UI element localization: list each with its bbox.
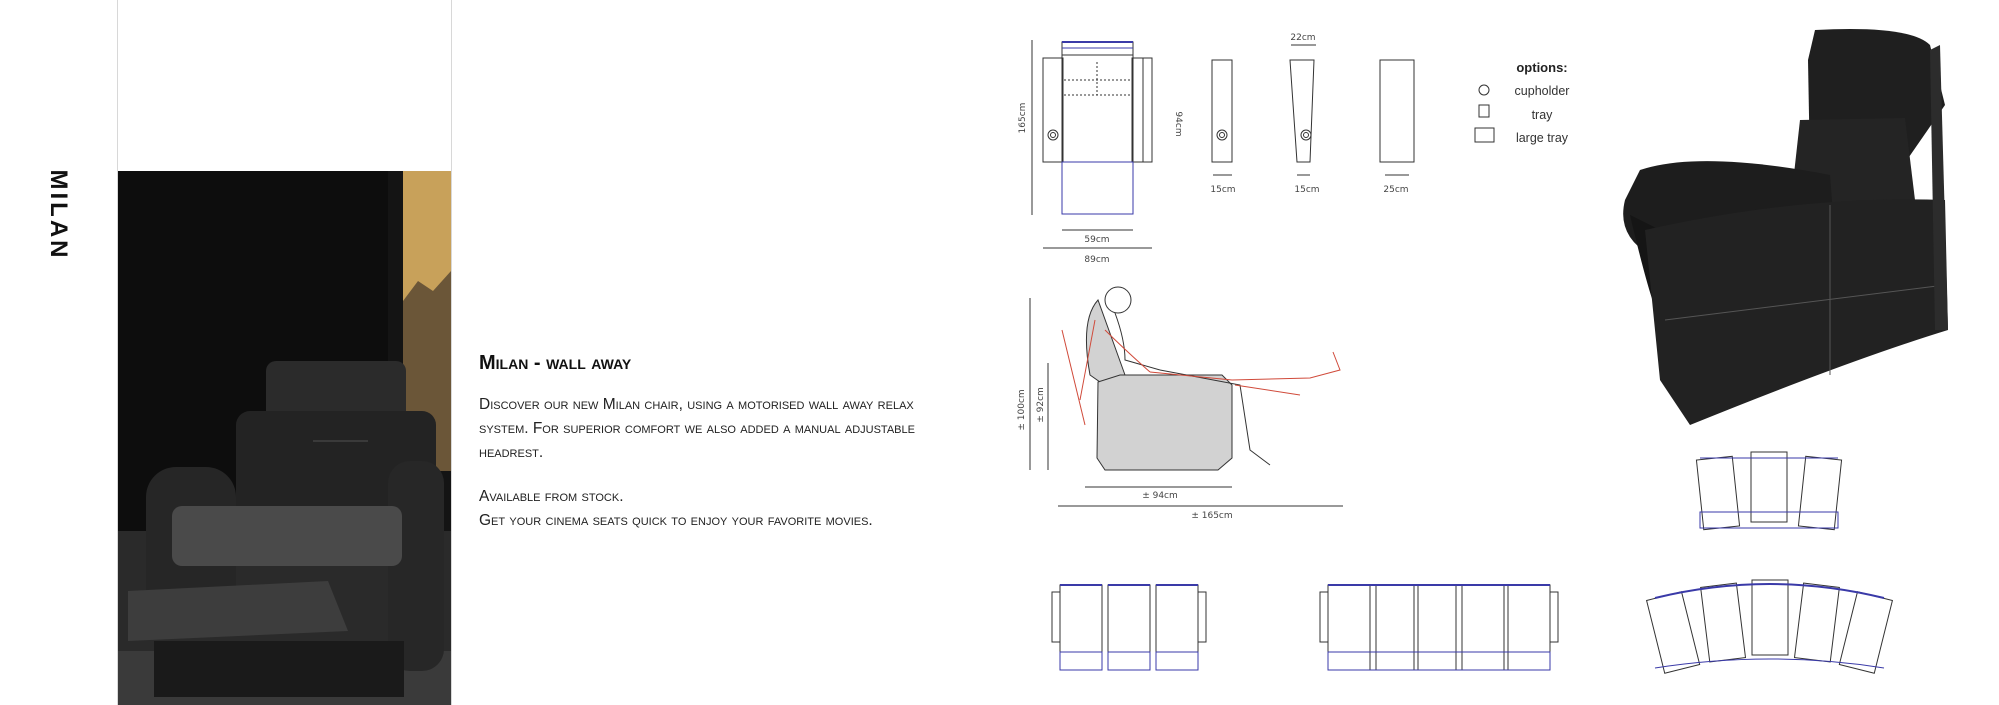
config-row-of-3-straight xyxy=(1052,585,1206,670)
top-view-chair xyxy=(1043,42,1152,214)
intro-paragraph-2 xyxy=(479,485,959,533)
dim-inner-width: 59cm xyxy=(1084,235,1110,245)
option-large-tray: large tray xyxy=(1515,131,1569,145)
config-row-of-5-curved xyxy=(1647,580,1893,673)
photo-blank-area xyxy=(118,0,451,171)
text-line: headrest. xyxy=(479,444,544,461)
dim-arm-2: 15cm xyxy=(1294,185,1320,195)
dim-arm-1: 15cm xyxy=(1210,185,1236,195)
dim-seat-height: ± 92cm xyxy=(1036,387,1046,423)
text-line: Discover our new Milan chair, using a motorised wall away relax xyxy=(479,396,914,413)
rectangle-icon xyxy=(1475,128,1494,142)
config-row-of-3-curved xyxy=(1696,452,1841,530)
intro-paragraph-1 xyxy=(479,393,959,465)
small-square-icon xyxy=(1479,105,1489,117)
option-tray: tray xyxy=(1531,108,1553,122)
option-cupholder: cupholder xyxy=(1514,84,1570,98)
dim-height: 94cm xyxy=(1173,111,1183,137)
product-chair xyxy=(1615,22,1999,685)
dim-width: 89cm xyxy=(1084,255,1110,265)
config-row-of-5-straight xyxy=(1320,585,1558,670)
side-view-chair xyxy=(1030,287,1343,506)
intro-heading: Milan - wall away xyxy=(479,352,632,374)
dim-side-depth: ± 94cm xyxy=(1142,491,1178,501)
arm-option-3 xyxy=(1380,60,1414,162)
arm-option-2 xyxy=(1290,60,1314,162)
dim-depth: 165cm xyxy=(1018,102,1028,134)
text-line: Get your cinema seats quick to enjoy your favorite movies. xyxy=(479,512,873,529)
dim-arm-2-top: 22cm xyxy=(1290,33,1316,43)
arm-option-1 xyxy=(1212,60,1232,162)
spine xyxy=(0,0,118,705)
intro-text xyxy=(479,352,959,553)
dim-side-height: ± 100cm xyxy=(1017,389,1027,431)
text-line: Available from stock. xyxy=(479,488,624,505)
dim-arm-3: 25cm xyxy=(1383,185,1409,195)
circle-icon xyxy=(1479,85,1489,95)
photo-column xyxy=(118,0,452,705)
recliner-chair xyxy=(1623,29,1948,425)
options-title: options: xyxy=(1516,60,1568,75)
dim-reclined: ± 165cm xyxy=(1191,511,1233,521)
technical-drawing xyxy=(1000,20,1600,685)
text-line: system. For superior comfort we also added a manual adjustable xyxy=(479,420,915,437)
lifestyle-photo xyxy=(118,171,451,705)
spine-title: MILAN xyxy=(45,169,72,261)
